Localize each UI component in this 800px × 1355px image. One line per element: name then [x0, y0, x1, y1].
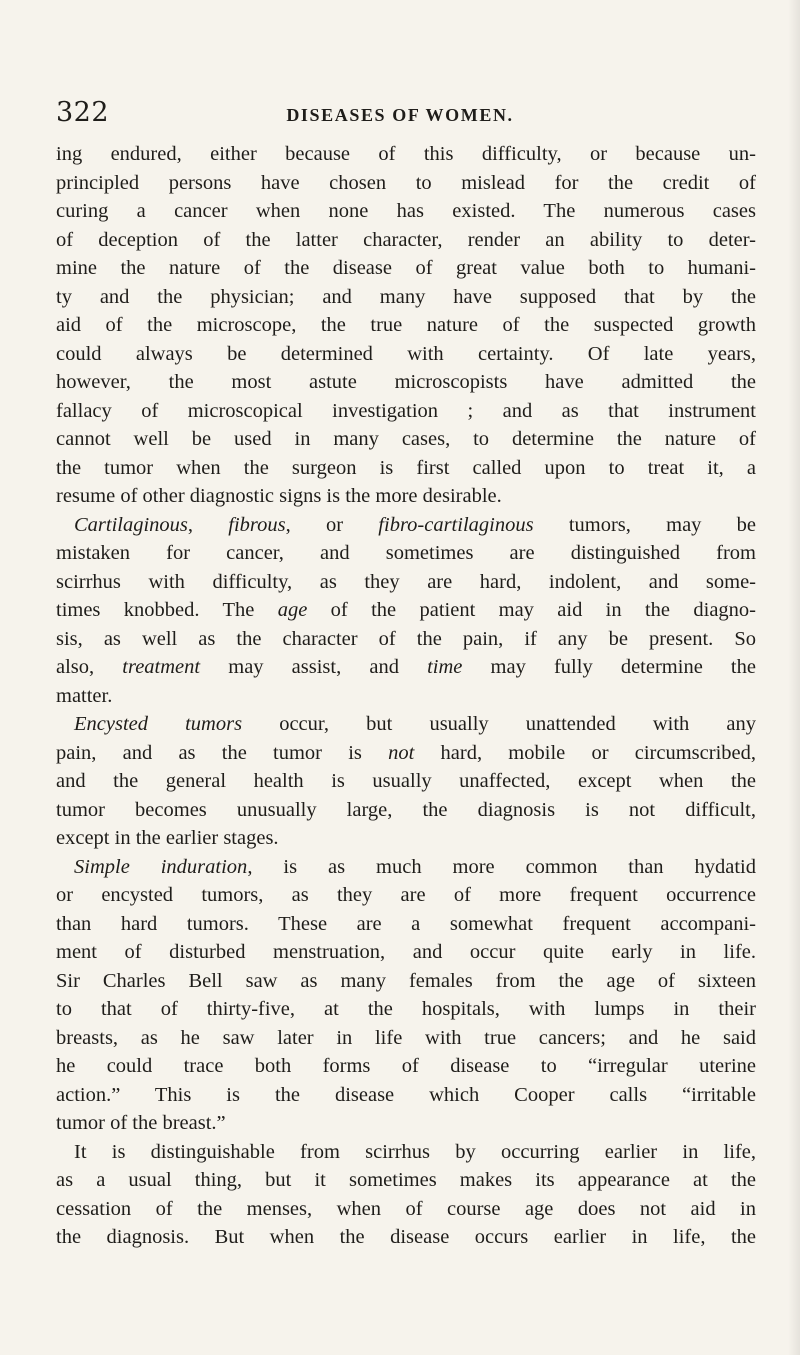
- text-line: except in the earlier stages.: [56, 827, 279, 849]
- text-line: could always be determined with certainty. Of late years,: [56, 342, 756, 365]
- text-line: aid of the microscope, the true nature of the suspected growth: [56, 314, 756, 336]
- text-line: cessation of the menses, when of course age does not aid in: [56, 1197, 756, 1220]
- text-line: cannot well be used in many cases, to determine the nature of: [56, 428, 756, 450]
- text-line: as a usual thing, but it sometimes makes its appearance at the: [56, 1169, 756, 1191]
- text-line: ing endured, either because of this difficulty, or because un-: [56, 143, 756, 165]
- italic-term: Cartilaginous: [74, 513, 188, 536]
- italic-term: not: [388, 741, 415, 764]
- text-line: the tumor when the surgeon is first called upon to treat it, a: [56, 456, 756, 479]
- text-line: curing a cancer when none has existed. The numerous cases: [56, 200, 756, 222]
- italic-term: Encysted tumors: [74, 713, 243, 735]
- paragraph-start-line: Encysted tumors occur, but usually unattended with any: [74, 713, 756, 735]
- text-line: he could trace both forms of disease to “irregular uterine: [56, 1055, 756, 1077]
- italic-term: time: [427, 656, 463, 678]
- text-line: sis, as well as the character of the pain, if any be present. So: [56, 627, 756, 650]
- text-line: and the general health is usually unaffected, except when the: [56, 770, 756, 792]
- text-line: principled persons have chosen to mislead for the credit of: [56, 171, 756, 194]
- text-line: matter.: [56, 684, 113, 707]
- text-line: the diagnosis. But when the disease occurs earlier in life, the: [56, 1226, 756, 1248]
- text-line: than hard tumors. These are a somewhat frequent accompani-: [56, 912, 756, 935]
- page-edge-shadow: [788, 0, 800, 1355]
- text-line: or encysted tumors, as they are of more frequent occurrence: [56, 884, 756, 906]
- text-line: mine the nature of the disease of great value both to humani-: [56, 257, 756, 279]
- text-line: scirrhus with difficulty, as they are hard, indolent, and some-: [56, 570, 756, 593]
- text-line: times knobbed. The age of the patient may aid in the diagno-: [56, 599, 756, 621]
- page-number: 322: [56, 97, 110, 128]
- italic-term: Simple induration: [74, 855, 248, 878]
- italic-term: age: [277, 599, 308, 621]
- italic-term: fibro-cartilaginous: [378, 513, 534, 536]
- text-line: pain, and as the tumor is not hard, mobile or circumscribed,: [56, 741, 756, 764]
- paragraph-start-line: Cartilaginous, fibrous, or fibro-cartilaginous tumors, may be: [74, 513, 756, 536]
- text-line: however, the most astute microscopists have admitted the: [56, 371, 756, 393]
- text-line: ty and the physician; and many have supposed that by the: [56, 285, 756, 308]
- running-title: DISEASES OF WOMEN.: [286, 105, 514, 125]
- text-line: tumor becomes unusually large, the diagnosis is not difficult,: [56, 798, 756, 821]
- paragraph-start-line: It is distinguishable from scirrhus by occurring earlier in life,: [74, 1140, 756, 1163]
- text-line: Sir Charles Bell saw as many females from the age of sixteen: [56, 969, 756, 992]
- paragraph-start-line: Simple induration, is as much more common than hydatid: [74, 855, 756, 878]
- text-line: tumor of the breast.”: [56, 1112, 226, 1134]
- text-line: also, treatment may assist, and time may fully determine the: [56, 656, 756, 678]
- text-line: fallacy of microscopical investigation ; and as that instrument: [56, 399, 756, 422]
- text-line: ment of disturbed menstruation, and occur quite early in life.: [56, 941, 756, 963]
- text-line: of deception of the latter character, render an ability to deter-: [56, 228, 756, 251]
- text-line: resume of other diagnostic signs is the more desirable.: [56, 485, 502, 507]
- text-line: action.” This is the disease which Cooper calls “irritable: [56, 1083, 756, 1106]
- body-text: [56, 140, 756, 1252]
- italic-term: fibrous: [228, 513, 286, 536]
- italic-term: treatment: [122, 656, 201, 678]
- text-line: to that of thirty-five, at the hospitals, with lumps in their: [56, 998, 756, 1020]
- text-line: breasts, as he saw later in life with true cancers; and he said: [56, 1026, 756, 1049]
- text-line: mistaken for cancer, and sometimes are distinguished from: [56, 542, 756, 564]
